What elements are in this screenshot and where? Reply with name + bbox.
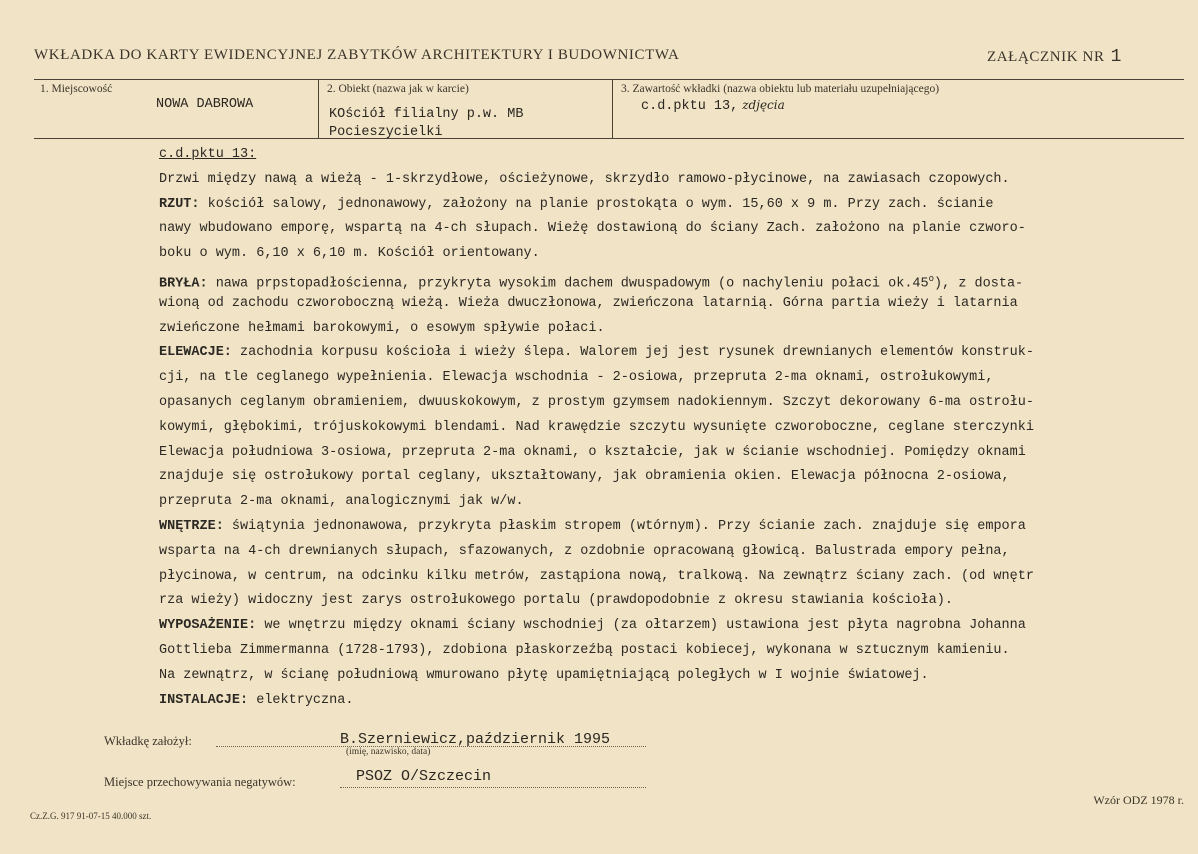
description-line (159, 639, 1179, 664)
locality-label: 1. Miejscowość (40, 83, 113, 95)
description-line (159, 540, 1179, 565)
description-text: opasanych ceglanym obramieniem, dwuuskokowym, z prostym gzymsem nadokiennym. Szczyt dekorowany 6-ma ostrołu- (159, 394, 1034, 410)
description-line (159, 217, 1179, 242)
description-line (159, 689, 1179, 714)
created-by-value: B.Szerniewicz,październik 1995 (340, 731, 611, 748)
negatives-storage-label: Miejsce przechowywania negatywów: (104, 775, 296, 789)
section-keyword: RZUT: (159, 196, 200, 212)
description-line (159, 391, 1179, 416)
description-text: znajduje się ostrołukowy portal ceglany, ukształtowany, jak obramienia okien. Elewacja północna 2-osiowa, (159, 469, 1010, 485)
description-text: rza wieży) widoczny jest zarys ostrołukowego portalu (prawdopodobnie z okresu stawiania kościoła). (159, 593, 953, 609)
description-text: Na zewnątrz, w ścianę południową wmurowano płytę upamiętniającą poległych w I wojnie światowej. (159, 667, 929, 683)
annex-number: 1 (1110, 47, 1122, 67)
section-keyword: WNĘTRZE: (159, 518, 224, 534)
description-line (159, 341, 1179, 366)
description-text: zwieńczone hełmami barokowymi, o esowym spływie połaci. (159, 320, 605, 336)
description-text: płycinowa, w centrum, na odcinku kilku metrów, zastąpiona nową, tralkową. Na zewnątrz ściany zach. (od wnętr (159, 568, 1034, 584)
section-heading (159, 143, 1179, 168)
description-line (159, 366, 1179, 391)
object-cell (318, 80, 613, 138)
description-line (159, 267, 1179, 292)
section-keyword: INSTALACJE: (159, 692, 249, 708)
form-title: WKŁADKA DO KARTY EWIDENCYJNEJ ZABYTKÓW ARCHITEKTURY I BUDOWNICTWA (34, 47, 680, 63)
description-text: Elewacja południowa 3-osiowa, przepruta 2-ma oknami, o kształcie, jak w ścianie wschodniej. Pomiędzy oknami (159, 444, 1026, 460)
contents-value-typed: c.d.pktu 13, (641, 99, 739, 114)
annex-label (987, 47, 1122, 67)
description-text: wsparta na 4-ch drewnianych słupach, sfazowanych, z ozdobnie opracowaną głowicą. Balustrada empory pełna, (159, 543, 1010, 559)
object-value: KOściół filialny p.w. MB Pocieszycielki (329, 107, 524, 140)
locality-value: NOWA DABROWA (156, 97, 254, 112)
description-text: kowymi, głębokimi, trójuskokowymi blendami. Nad krawędzie szczytu wysunięte czworoboczne, ceglane sterczynki (159, 419, 1034, 435)
contents-value (641, 96, 785, 116)
description-text: nawy wbudowano emporę, wspartą na 4-ch słupach. Wieżę dostawioną do ściany Zach. założono na planie czworo- (159, 221, 1026, 237)
degree-superscript: o (928, 273, 935, 284)
description-lines (159, 168, 1179, 714)
description-text: Gottlieba Zimmermanna (1728-1793), zdobiona płaskorzeźbą postaci kobiecej, wykonana w sztucznym kamieniu. (159, 642, 1010, 658)
created-by-row (104, 731, 664, 761)
contents-cell (612, 80, 1185, 138)
contents-label: 3. Zawartość wkładki (nazwa obiektu lub materiału uzupełniającego) (621, 83, 940, 95)
negatives-storage-dotline (340, 787, 646, 788)
description-text: we wnętrzu między oknami ściany wschodniej (za ołtarzem) ustawiona jest płyta nagrobna Johanna (256, 618, 1026, 634)
description-text-continued: ), z dosta- (934, 276, 1024, 292)
object-label: 2. Obiekt (nazwa jak w karcie) (327, 83, 469, 95)
description-text: cji, na tle ceglanego wypełnienia. Elewacja wschodnia - 2-osiowa, przepruta 2-ma oknami, ostrołukowymi, (159, 370, 994, 386)
description-text: wioną od zachodu czworoboczną wieżą. Wieża dwuczłonowa, zwieńczona latarnią. Górna partia wieży i latarnia (159, 295, 1018, 311)
description-line (159, 589, 1179, 614)
description-line (159, 168, 1179, 193)
description-line (159, 490, 1179, 515)
negatives-storage-value: PSOZ O/Szczecin (356, 768, 492, 785)
description-line (159, 664, 1179, 689)
description-text: elektryczna. (248, 692, 354, 708)
description-line (159, 515, 1179, 540)
description-line (159, 465, 1179, 490)
description-line (159, 441, 1179, 466)
description-line (159, 242, 1179, 267)
form-model-note: Wzór ODZ 1978 r. (1093, 793, 1184, 807)
section-keyword: WYPOSAŻENIE: (159, 618, 257, 634)
description-text: świątynia jednonawowa, przykryta płaskim stropem (wtórnym). Przy ścianie zach. znajduje się empora (223, 518, 1026, 534)
contents-value-handwritten: zdjęcia (742, 98, 785, 112)
description-line (159, 317, 1179, 342)
description-line (159, 292, 1179, 317)
description-line (159, 416, 1179, 441)
created-by-caption: (imię, nazwisko, data) (346, 747, 431, 757)
header-fields-table (34, 79, 1184, 139)
print-info: Cz.Z.G. 917 91-07-15 40.000 szt. (30, 811, 152, 821)
description-text: kościół salowy, jednonawowy, założony na planie prostokąta o wym. 15,60 x 9 m. Przy zach. ścianie (199, 196, 994, 212)
description-text: Drzwi między nawą a wieżą - 1-skrzydłowe, ościeżynowe, skrzydło ramowo-płycinowe, na zawiasach czopowych. (159, 171, 1010, 187)
description-text: boku o wym. 6,10 x 6,10 m. Kościół orientowany. (159, 246, 540, 262)
section-keyword: BRYŁA: (159, 276, 208, 292)
description-text: nawa prpstopadłościenna, przykryta wysokim dachem dwuspadowym (o nachyleniu połaci ok.45 (207, 276, 929, 292)
description-body (159, 143, 1179, 713)
description-line (159, 614, 1179, 639)
description-line (159, 565, 1179, 590)
annex-label-text: ZAŁĄCZNIK NR (986, 49, 1105, 65)
section-keyword: ELEWACJE: (159, 345, 232, 361)
description-text: przepruta 2-ma oknami, analogicznymi jak w/w. (159, 494, 524, 510)
description-line (159, 193, 1179, 218)
section-heading-text: c.d.pktu 13: (159, 147, 257, 162)
negatives-storage-row (104, 768, 664, 798)
description-text: zachodnia korpusu kościoła i wieży ślepa. Walorem jej jest rysunek drewnianych elementów konstruk- (231, 345, 1034, 361)
created-by-label: Wkładkę założył: (104, 734, 192, 748)
locality-cell (34, 80, 318, 138)
